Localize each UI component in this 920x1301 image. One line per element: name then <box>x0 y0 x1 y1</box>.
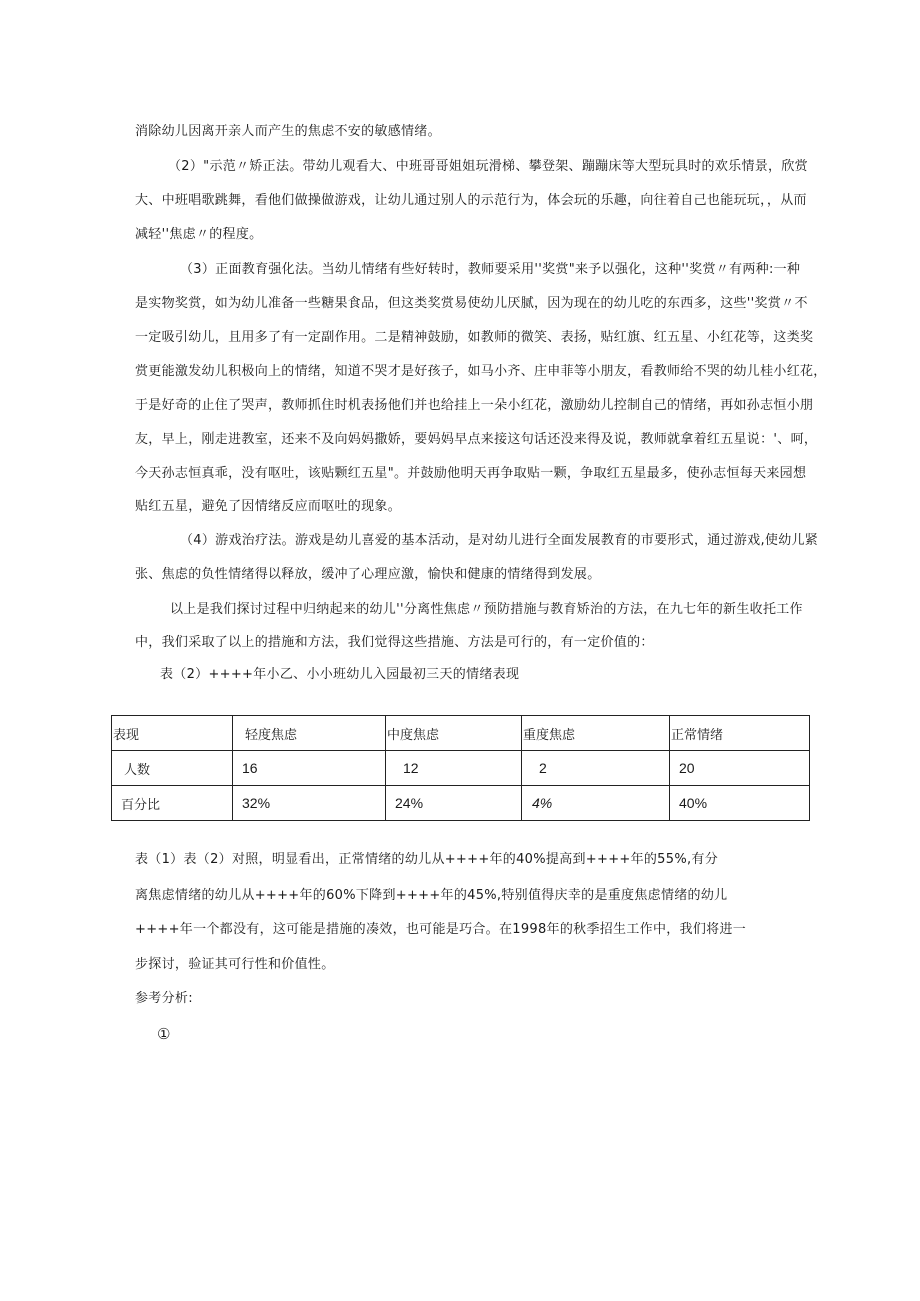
table-cell: 32% <box>233 786 386 821</box>
paragraph-line: 赏更能激发幼儿积极向上的情绪，知道不哭才是好孩子，如马小齐、庄申菲等小朋友，看教师给不哭的幼儿桂小红花， <box>135 364 827 379</box>
table-cell: 16 <box>233 751 386 786</box>
table-cell: 4% <box>522 786 670 821</box>
table-header-cell: 正常情绪 <box>670 716 810 751</box>
paragraph-line: 张、焦虑的负性情绪得以释放，缓冲了心理应激，愉快和健康的情绪得到发展。 <box>135 567 601 582</box>
paragraph-line: 步探讨，验证其可行性和价值性。 <box>135 957 335 972</box>
paragraph-line: （4）游戏治疗法。游戏是幼儿喜爱的基本活动，是对幼儿进行全面发展教育的市要形式，通过游戏,使幼儿紧 <box>180 533 819 548</box>
table-row <box>112 786 810 821</box>
paragraph-line: 消除幼儿因离开亲人而产生的焦虑不安的敏感情绪。 <box>135 124 441 139</box>
emotion-table <box>111 715 810 821</box>
reference-item: ① <box>157 1025 171 1043</box>
paragraph-line: （3）正面教育强化法。当幼儿情绪有些好转时，教师要采用''奖赏"来予以强化，这种''奖赏〃有两种:一种 <box>180 262 801 277</box>
table-cell: 12 <box>386 751 522 786</box>
paragraph-line: ++++年一个都没有，这可能是措施的凑效，也可能是巧合。在1998年的秋季招生工作中，我们将进一 <box>135 922 747 937</box>
paragraph-line: 离焦虑情绪的幼儿从++++年的60%下降到++++年的45%,特别值得庆幸的是重度焦虑情绪的幼儿 <box>135 888 728 903</box>
paragraph-line: （2）"示范〃矫正法。带幼儿观看大、中班哥哥姐姐玩滑梯、攀登架、蹦蹦床等大型玩具时的欢乐情景，欣赏 <box>168 159 808 174</box>
paragraph-line: 一定吸引幼儿，且用多了有一定副作用。二是精神鼓励，如教师的微笑、表扬，贴红旗、红五星、小红花等，这类奖 <box>135 330 814 345</box>
paragraph-line: 今天孙志恒真乖，没有呕吐，该贴颗红五星"。并鼓励他明天再争取贴一颗，争取红五星最多，使孙志恒每天来园想 <box>135 466 807 481</box>
table-header-row <box>112 716 810 751</box>
paragraph-line: 友，早上，刚走进教室，还来不及向妈妈撒娇，要妈妈早点来接这句话还没来得及说，教师就拿着红五星说：'、呵， <box>135 432 818 447</box>
reference-label: 参考分析: <box>135 991 193 1006</box>
table-cell: 2 <box>522 751 670 786</box>
paragraph-line: 于是好奇的止住了哭声，教师抓住时机表扬他们并也给挂上一朵小红花，激励幼儿控制自己的情绪，再如孙志恒小朋 <box>135 398 814 413</box>
table-header-cell: 轻度焦虑 <box>233 716 386 751</box>
table-cell: 百分比 <box>112 786 233 821</box>
table-header-cell: 表现 <box>112 716 233 751</box>
paragraph-line: 大、中班唱歌跳舞，看他们做操做游戏，让幼儿通过别人的示范行为，体会玩的乐趣，向往着自己也能玩玩，，从而 <box>135 193 807 208</box>
table-header-cell: 中度焦虑 <box>386 716 522 751</box>
table-cell: 人数 <box>112 751 233 786</box>
paragraph-line: 中，我们采取了以上的措施和方法，我们觉得这些措施、方法是可行的，有一定价值的： <box>135 635 654 650</box>
table-cell: 24% <box>386 786 522 821</box>
paragraph-line: 以上是我们探讨过程中归纳起来的幼儿''分离性焦虑〃预防措施与教育矫治的方法，在九七年的新生收托工作 <box>170 602 803 617</box>
paragraph-line: 表（1）表（2）对照，明显看出，正常情绪的幼儿从++++年的40%提高到++++年的55%,有分 <box>135 852 719 867</box>
paragraph-line: 是实物奖赏，如为幼儿准备一些糖果食品，但这类奖赏易使幼儿厌腻，因为现在的幼儿吃的东西多，这些''奖赏〃不 <box>135 296 808 311</box>
table-cell: 40% <box>670 786 810 821</box>
paragraph-line: 贴红五星，避免了因情绪反应而呕吐的现象。 <box>135 499 402 514</box>
paragraph-line: 减轻''焦虑〃的程度。 <box>135 227 263 242</box>
table-caption: 表（2）++++年小乙、小小班幼儿入园最初三天的情绪表现 <box>160 667 520 682</box>
table-header-cell: 重度焦虑 <box>522 716 670 751</box>
table-row <box>112 751 810 786</box>
table-cell: 20 <box>670 751 810 786</box>
